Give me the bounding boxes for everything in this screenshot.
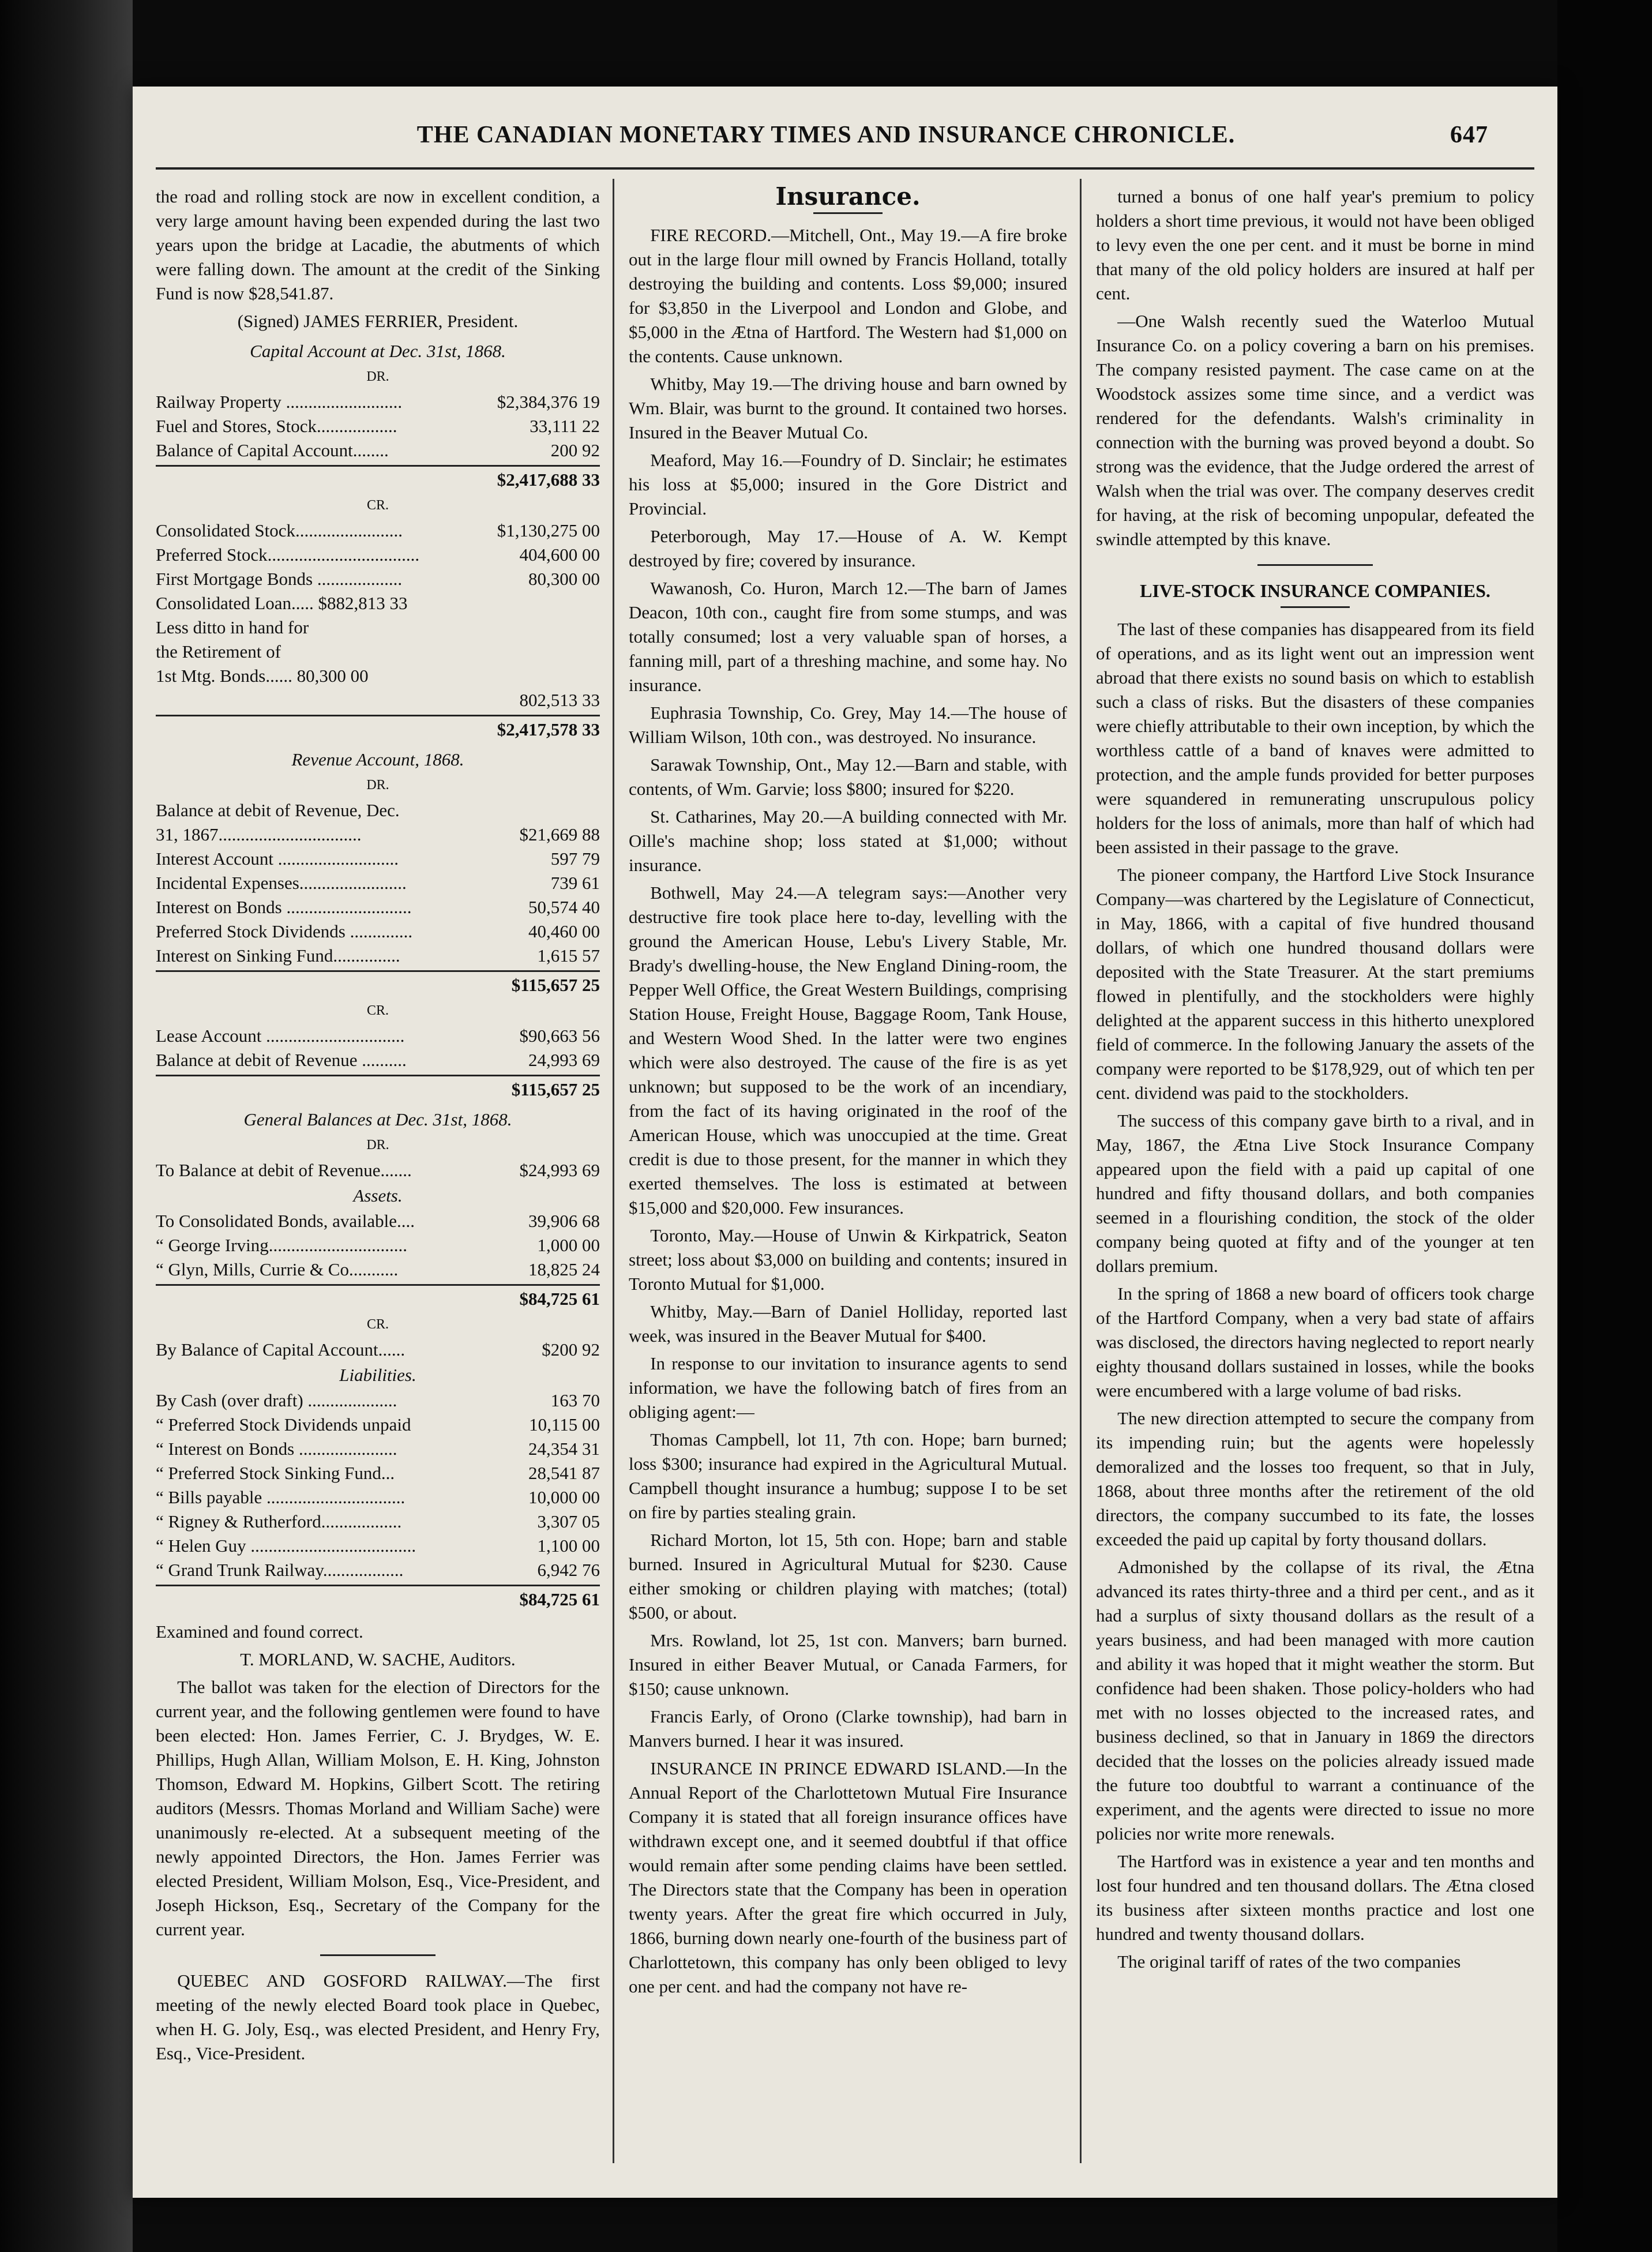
article-paragraph: Richard Morton, lot 15, 5th con. Hope; barn and stable burned. Insured in Agricultural Mutual for $230. Cause either smoking or children playing with matches; (total) $500, or about. bbox=[629, 1530, 1067, 1623]
account-amount bbox=[467, 664, 600, 688]
article-paragraph: Whitby, May.—Barn of Daniel Holliday, reported last week, was insured in the Beaver Mutual for $400. bbox=[629, 1301, 1067, 1346]
account-amount: 1,615 57 bbox=[537, 945, 600, 966]
signature: (Signed) JAMES FERRIER, President. bbox=[237, 311, 519, 331]
account-label: Balance at debit of Revenue .......... bbox=[156, 1050, 407, 1070]
article-paragraph: The original tariff of rates of the two companies bbox=[1117, 1951, 1461, 1972]
account-amount: $1,130,275 00 bbox=[497, 520, 600, 541]
total-amount: $115,657 25 bbox=[511, 975, 600, 995]
total-amount: $2,417,578 33 bbox=[497, 719, 600, 740]
account-row bbox=[156, 1485, 600, 1510]
total-amount: $115,657 25 bbox=[511, 1079, 600, 1099]
account-row bbox=[156, 1258, 600, 1282]
account-label: “ Preferred Stock Dividends unpaid bbox=[156, 1414, 411, 1435]
account-label: Balance of Capital Account........ bbox=[156, 440, 389, 460]
account-row bbox=[156, 944, 600, 968]
article-paragraph: The new direction attempted to secure the company from its impending ruin; but the agents were hopelessly demoralized and the losses too frequent, so that in July, 1868, about three months after the retirement of the old directors, the company succumbed to its fate, the losses exceeded the paid up capital by forty thousand dollars. bbox=[1096, 1408, 1534, 1549]
account-label: “ Interest on Bonds ...................... bbox=[156, 1439, 397, 1459]
dr-label: DR. bbox=[366, 369, 389, 384]
account-label: Interest on Sinking Fund............... bbox=[156, 945, 400, 966]
account-label: Consolidated Loan..... $882,813 33 bbox=[156, 593, 408, 613]
account-row bbox=[156, 847, 600, 871]
article-paragraph: Wawanosh, Co. Huron, March 12.—The barn of James Deacon, 10th con., caught fire from some stumps, and was totally consumed; lost a very valuable span of horses, a fanning mill, part of a threshing machine, and some hay. No insurance. bbox=[629, 578, 1067, 695]
general-dr-list bbox=[156, 1158, 600, 1183]
dr-label: DR. bbox=[366, 1138, 389, 1153]
account-row bbox=[156, 1158, 600, 1183]
article-paragraph: —One Walsh recently sued the Waterloo Mutual Insurance Co. on a policy covering a barn on his premises. The company resisted payment. The case came on at the Woodstock assizes some time since, and a verdict was rendered for the defendants. Walsh's criminality in connection with the burning was proved beyond a doubt. So strong was the evidence, that the Judge ordered the arrest of Walsh when the trial was over. The company deserves credit for having, at the risk of becoming unpopular, defeated the swindle attempted by this knave. bbox=[1096, 311, 1534, 549]
account-amount: 3,307 05 bbox=[537, 1511, 600, 1532]
account-label: 31, 1867................................ bbox=[156, 824, 362, 845]
column-3 bbox=[1096, 185, 1534, 2169]
account-label: “ Preferred Stock Sinking Fund... bbox=[156, 1463, 395, 1483]
column-1 bbox=[156, 185, 600, 2169]
account-row bbox=[156, 1461, 600, 1485]
account-label: “ Rigney & Rutherford.................. bbox=[156, 1511, 402, 1532]
general-cr-list bbox=[156, 1338, 600, 1362]
article-paragraph: Francis Early, of Orono (Clarke township), had barn in Manvers burned. I hear it was insured. bbox=[629, 1706, 1067, 1751]
section-divider bbox=[1257, 564, 1373, 566]
account-label: “ Grand Trunk Railway.................. bbox=[156, 1560, 404, 1580]
account-amount bbox=[467, 591, 600, 615]
account-amount: 6,942 76 bbox=[537, 1560, 600, 1580]
account-row bbox=[156, 664, 600, 688]
continued-paragraphs bbox=[1096, 185, 1534, 551]
general-balances-title: General Balances at Dec. 31st, 1868. bbox=[243, 1109, 512, 1129]
account-label: “ George Irving............................... bbox=[156, 1235, 407, 1255]
account-label: “ Helen Guy ..................................... bbox=[156, 1536, 416, 1556]
header-rule bbox=[156, 167, 1534, 170]
account-label: Consolidated Stock........................ bbox=[156, 520, 403, 541]
account-amount: 24,993 69 bbox=[528, 1050, 600, 1070]
examined-line: Examined and found correct. bbox=[156, 1622, 363, 1642]
account-row bbox=[156, 1048, 600, 1072]
account-amount: 10,115 00 bbox=[529, 1414, 600, 1435]
newspaper-page bbox=[133, 87, 1557, 2198]
account-row bbox=[156, 390, 600, 414]
article-paragraph: Thomas Campbell, lot 11, 7th con. Hope; barn burned; loss $300; insurance had expired in the Agricultural Mutual. Campbell thought insurance a humbug; suppose I to be set on fire by parties stealing grain. bbox=[629, 1429, 1067, 1522]
account-amount: 18,825 24 bbox=[528, 1259, 600, 1279]
account-amount bbox=[467, 640, 600, 664]
account-row bbox=[156, 519, 600, 543]
capital-dr-list bbox=[156, 390, 600, 463]
total-row bbox=[156, 465, 600, 492]
scan-left-margin bbox=[0, 0, 133, 2252]
revenue-account-title: Revenue Account, 1868. bbox=[291, 749, 464, 770]
column-rule bbox=[1080, 179, 1082, 2163]
total-row bbox=[156, 970, 600, 997]
account-row bbox=[156, 543, 600, 567]
account-row bbox=[156, 823, 600, 847]
total-row bbox=[156, 715, 600, 742]
page-number: 647 bbox=[1450, 122, 1488, 148]
insurance-paragraphs bbox=[629, 223, 1067, 1999]
total-row bbox=[156, 1284, 600, 1311]
account-row bbox=[156, 1437, 600, 1461]
account-amount: 24,354 31 bbox=[528, 1439, 600, 1459]
account-row bbox=[156, 1338, 600, 1362]
account-amount: $24,993 69 bbox=[519, 1160, 600, 1180]
total-amount: $84,725 61 bbox=[519, 1589, 600, 1609]
account-label: By Cash (over draft) .................... bbox=[156, 1390, 397, 1410]
capital-cr-list bbox=[156, 519, 600, 712]
account-amount: 40,460 00 bbox=[528, 921, 600, 941]
assets-label: Assets. bbox=[353, 1185, 403, 1206]
account-label: To Balance at debit of Revenue....... bbox=[156, 1160, 412, 1180]
article-paragraph: Meaford, May 16.—Foundry of D. Sinclair; he estimates his loss at $5,000; insured in the Gore District and Provincial. bbox=[629, 450, 1067, 519]
account-row bbox=[156, 1209, 600, 1233]
insurance-heading: Insurance. bbox=[775, 185, 921, 211]
article-paragraph: St. Catharines, May 20.—A building connected with Mr. Oille's machine shop; loss stated at $1,000; without insurance. bbox=[629, 806, 1067, 875]
account-label: Interest Account ........................... bbox=[156, 849, 399, 869]
quebec-paragraph: QUEBEC AND GOSFORD RAILWAY.—The first meeting of the newly elected Board took place in Quebec, when H. G. Joly, Esq., was elected President, and Henry Fry, Esq., Vice-President. bbox=[156, 1971, 600, 2063]
heading-rule bbox=[1281, 606, 1350, 608]
account-amount: 404,600 00 bbox=[519, 545, 600, 565]
account-row bbox=[156, 1558, 600, 1582]
article-paragraph: Peterborough, May 17.—House of A. W. Kempt destroyed by fire; covered by insurance. bbox=[629, 526, 1067, 570]
liabilities-label: Liabilities. bbox=[339, 1365, 416, 1385]
account-row bbox=[156, 567, 600, 591]
account-row bbox=[156, 895, 600, 919]
ballot-paragraph: The ballot was taken for the election of Directors for the current year, and the following gentlemen were found to have been elected: Hon. James Ferrier, C. J. Brydges, W. E. Phillips, Hugh Allan, William Molson, E. H. King, Johnston Thomson, Edward M. Hopkins, Gilbert Scott. The retiring auditors (Messrs. Thomas Morland and William Sache) were unanimously re-elected. At a subsequent meeting of the newly appointed Directors, the Hon. James Ferrier was elected President, William Molson, Esq., Vice-President, and Joseph Hickson, Esq., Secretary of the Company for the current year. bbox=[156, 1677, 600, 1939]
account-row bbox=[156, 688, 600, 712]
account-label: Preferred Stock Dividends .............. bbox=[156, 921, 413, 941]
capital-account-title: Capital Account at Dec. 31st, 1868. bbox=[250, 341, 506, 361]
account-label: First Mortgage Bonds ................... bbox=[156, 569, 403, 589]
column-2 bbox=[629, 185, 1067, 2169]
cr-label: CR. bbox=[366, 1003, 389, 1018]
article-paragraph: Bothwell, May 24.—A telegram says:—Another very destructive fire took place here to-day, levelling with the ground the American House, Lebu's Livery Stable, Mr. Brady's dwelling-house, the New England Dining-room, the Pepper Well Office, the Great Western Buildings, comprising Station House, Freight House, Baggage Room, Tank House, and Western Wood Shed. In the latter were two engines which were also destroyed. The cause of the fire is as yet unknown; but supposed to be the work of an incendiary, from the fact of its having originated in the roof of the American House, which was unoccupied at the time. Great credit is due to those present, for the manner in which they exerted themselves. The loss is estimated at between $15,000 and $20,000. Few insurances. bbox=[629, 883, 1067, 1218]
account-amount: 1,100 00 bbox=[537, 1536, 600, 1556]
account-label: Railway Property .......................... bbox=[156, 392, 403, 412]
account-label: Incidental Expenses........................ bbox=[156, 873, 407, 893]
account-amount: 28,541 87 bbox=[528, 1463, 600, 1483]
account-amount: 739 61 bbox=[550, 873, 600, 893]
total-amount: $84,725 61 bbox=[519, 1289, 600, 1309]
account-amount: $2,384,376 19 bbox=[497, 392, 600, 412]
article-paragraph: Admonished by the collapse of its rival, the Ætna advanced its rates thirty-three and a third per cent., and as it had a surplus of sixty thousand dollars as the result of a years business, and had been managed with more caution and ability it was hoped that it might weather the storm. But confidence had been shaken. Those policy-holders who had met with no losses objected to the increased rates, and business declined, so that in January in 1869 the directors decided that the losses on the policies already issued made the future too doubtful to warrant a continuance of the experiment, and the agents were directed to issue no more policies nor write more renewals. bbox=[1096, 1557, 1534, 1844]
account-amount bbox=[467, 615, 600, 640]
scan-right-margin bbox=[1557, 0, 1652, 2252]
page-title: THE CANADIAN MONETARY TIMES AND INSURANCE CHRONICLE. bbox=[416, 122, 1236, 148]
total-row bbox=[156, 1075, 600, 1102]
total-amount: $2,417,688 33 bbox=[497, 470, 600, 490]
article-paragraph: The success of this company gave birth to a rival, and in May, 1867, the Ætna Live Stock Insurance Company appeared upon the field with a paid up capital of one hundred and fifty thousand dollars, and both companies seemed in a flourishing condition, the stock of the older company being quoted at fifty and of the younger at ten dollars premium. bbox=[1096, 1110, 1534, 1276]
account-row bbox=[156, 919, 600, 944]
cr-label: CR. bbox=[366, 498, 389, 513]
liabilities-list bbox=[156, 1388, 600, 1582]
page-header bbox=[202, 121, 1488, 149]
account-amount: 50,574 40 bbox=[528, 897, 600, 917]
account-label: 1st Mtg. Bonds...... 80,300 00 bbox=[156, 666, 369, 686]
account-amount: 200 92 bbox=[550, 440, 600, 460]
account-amount: $21,669 88 bbox=[519, 824, 600, 845]
article-paragraph: Mrs. Rowland, lot 25, 1st con. Manvers; barn burned. Insured in either Beaver Mutual, or Canada Farmers, for $150; cause unknown. bbox=[629, 1630, 1067, 1699]
article-paragraph: In response to our invitation to insurance agents to send information, we have the following batch of fires from an obliging agent:— bbox=[629, 1353, 1067, 1422]
article-paragraph: Toronto, May.—House of Unwin & Kirkpatrick, Seaton street; loss about $3,000 on building and contents; insured in Toronto Mutual for $1,000. bbox=[629, 1225, 1067, 1294]
account-amount: 1,000 00 bbox=[537, 1235, 600, 1255]
account-label: Preferred Stock.................................. bbox=[156, 545, 420, 565]
account-label: Lease Account ............................... bbox=[156, 1026, 405, 1046]
account-row bbox=[156, 1510, 600, 1534]
intro-paragraph: the road and rolling stock are now in excellent condition, a very large amount having been expended during the last two years upon the bridge at Lacadie, the abutments of which were falling down. The amount at the credit of the Sinking Fund is now $28,541.87. bbox=[156, 186, 600, 303]
article-paragraph: The last of these companies has disappeared from its field of operations, and as its light went out an impression went abroad that there exists no sound basis on which to establish such a class of risks. But the disasters of these companies were chiefly attributable to their own inception, by which the worthless cattle of a band of knaves were admitted to protection, and the ample funds provided for better purposes were squandered in remunerating unscrupulous policy holders for the loss of animals, more than half of which had been assisted in their passage to the grave. bbox=[1096, 619, 1534, 857]
live-stock-paragraphs bbox=[1096, 617, 1534, 1974]
dr-label: DR. bbox=[366, 778, 389, 793]
article-paragraph: FIRE RECORD.—Mitchell, Ont., May 19.—A fire broke out in the large flour mill owned by Francis Holland, totally destroying the building and contents. Loss $9,000; insured for $3,850 in the Liverpool and London and Globe, and $5,000 in the Ætna of Hartford. The Western had $1,000 on the contents. Cause unknown. bbox=[629, 225, 1067, 366]
account-amount: 33,111 22 bbox=[530, 416, 600, 436]
account-label: the Retirement of bbox=[156, 641, 281, 662]
account-amount: 597 79 bbox=[550, 849, 600, 869]
article-paragraph: Whitby, May 19.—The driving house and barn owned by Wm. Blair, was burnt to the ground. It contained two horses. Insured in the Beaver Mutual Co. bbox=[629, 374, 1067, 442]
heading-rule bbox=[813, 212, 883, 214]
live-stock-title: LIVE-STOCK INSURANCE COMPANIES. bbox=[1140, 580, 1490, 601]
account-label: “ Bills payable ............................... bbox=[156, 1487, 406, 1507]
revenue-cr-list bbox=[156, 1024, 600, 1072]
article-paragraph: In the spring of 1868 a new board of officers took charge of the Hartford Company, when a very bad state of affairs was disclosed, the directors having neglected to report nearly eighty thousand dollars sustained in losses, while the books were encumbered with a large volume of bad risks. bbox=[1096, 1283, 1534, 1401]
article-paragraph: Sarawak Township, Ont., May 12.—Barn and stable, with contents, of Wm. Garvie; loss $800; insured for $220. bbox=[629, 755, 1067, 799]
account-row bbox=[156, 1534, 600, 1558]
auditors-line: T. MORLAND, W. SACHE, Auditors. bbox=[240, 1649, 516, 1669]
account-amount: $200 92 bbox=[542, 1339, 600, 1360]
account-label: Fuel and Stores, Stock.................. bbox=[156, 416, 397, 436]
account-row bbox=[156, 615, 600, 640]
article-paragraph: The pioneer company, the Hartford Live Stock Insurance Company—was chartered by the Legislature of Connecticut, in May, 1866, with a capital of five hundred thousand dollars, of which one hundred thousand dollars were deposited with the State Treasurer. At the start premiums flowed in plentifully, and the stockholders were highly delighted at the apparent success in this hitherto unexplored field of commerce. In the following January the assets of the company were reported to be $178,929, out of which ten per cent. dividend was paid to the stockholders. bbox=[1096, 865, 1534, 1103]
account-amount: 10,000 00 bbox=[528, 1487, 600, 1507]
cr-label: CR. bbox=[366, 1317, 389, 1332]
account-amount: 39,906 68 bbox=[528, 1211, 600, 1231]
account-row bbox=[156, 414, 600, 438]
account-amount: $90,663 56 bbox=[519, 1026, 600, 1046]
account-row bbox=[156, 798, 600, 823]
account-amount: 163 70 bbox=[550, 1390, 600, 1410]
account-row bbox=[156, 871, 600, 895]
total-row bbox=[156, 1585, 600, 1612]
account-row bbox=[156, 438, 600, 463]
account-row bbox=[156, 1024, 600, 1048]
article-paragraph: turned a bonus of one half year's premium to policy holders a short time previous, it would not have been obliged to levy even the one per cent. and it must be borne in mind that many of the old policy holders are insured at half per cent. bbox=[1096, 186, 1534, 303]
account-amount bbox=[467, 798, 600, 823]
account-row bbox=[156, 1388, 600, 1413]
account-row bbox=[156, 640, 600, 664]
account-row bbox=[156, 1413, 600, 1437]
article-paragraph: The Hartford was in existence a year and ten months and lost four hundred and ten thousand dollars. The Ætna closed its business after sixteen months practice and lost one hundred and twenty thousand dollars. bbox=[1096, 1851, 1534, 1944]
account-amount: 80,300 00 bbox=[528, 569, 600, 589]
account-label: Balance at debit of Revenue, Dec. bbox=[156, 800, 400, 820]
article-paragraph: Euphrasia Township, Co. Grey, May 14.—The house of William Wilson, 10th con., was destroyed. No insurance. bbox=[629, 703, 1067, 747]
section-divider bbox=[320, 1954, 435, 1956]
account-label: Less ditto in hand for bbox=[156, 617, 309, 637]
article-paragraph: INSURANCE IN PRINCE EDWARD ISLAND.—In the Annual Report of the Charlottetown Mutual Fire Insurance Company it is stated that all foreign insurance offices have withdrawn except one, and it seemed doubtful if that office would remain after some pending claims have been settled. The Directors state that the Company has been in operation twenty years. After the great fire which occurred in July, 1866, burning down nearly one-fourth of the business part of Charlottetown, this company has only been obliged to levy one per cent. and had the company not have re- bbox=[629, 1758, 1067, 1996]
revenue-dr-list bbox=[156, 798, 600, 968]
account-label: By Balance of Capital Account...... bbox=[156, 1339, 406, 1360]
account-label: Interest on Bonds ............................ bbox=[156, 897, 412, 917]
assets-list bbox=[156, 1209, 600, 1282]
account-label: To Consolidated Bonds, available.... bbox=[156, 1211, 415, 1231]
column-rule bbox=[613, 179, 614, 2163]
account-amount: 802,513 33 bbox=[519, 690, 600, 710]
account-row bbox=[156, 1233, 600, 1258]
account-label: “ Glyn, Mills, Currie & Co........... bbox=[156, 1259, 399, 1279]
account-row bbox=[156, 591, 600, 615]
